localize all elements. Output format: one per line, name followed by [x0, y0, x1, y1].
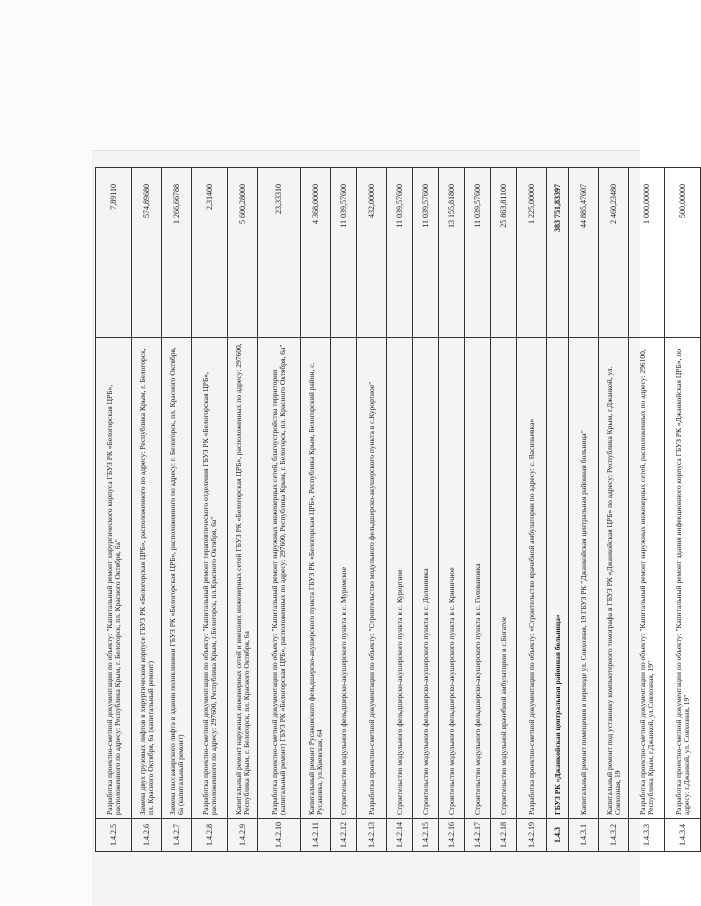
row-amount: 11 039,57600 — [387, 168, 413, 338]
table-row — [439, 168, 465, 852]
table-row — [387, 168, 413, 852]
row-amount: 25 863,81100 — [491, 168, 517, 338]
table-row — [96, 168, 132, 852]
row-amount: 13 155,81800 — [439, 168, 465, 338]
row-description: Строительство модульного фельдшерско-акушерского пункта в с. Криничное — [439, 338, 465, 819]
row-description: Разработка проектно-сметной документации по объекту: "Капитальный ремонт хирургического корпуса ГБУЗ РК «Белогорская ЦРБ», расположенного по адресу: Республика Крым, г. Белогорск, пл. Красного Октября, 6а" — [96, 338, 132, 819]
row-number: 1.4.2.19 — [517, 819, 547, 852]
table-row — [491, 168, 517, 852]
row-number: 1.4.2.9 — [228, 819, 258, 852]
row-description: Разработка проектно-сметной документации по объекту: "Капитальный ремонт наружных инженерных сетей, благоустройства территории (капитальный ремонт) ГБУЗ РК «Белогорская ЦРБ», расположенных по адресу: 297600, Республика Крым, г. Белогорск, пл. Красного Октября, 6а" — [258, 338, 301, 819]
row-description: Разработка проектно-сметной документации по объекту: "Капитальный ремонт наружных инженерных сетей, расположенных по адресу: 296100, Республика Крым, г.Джанкой, ул.Совхозная, 19" — [629, 338, 665, 819]
rotated-table-container — [95, 184, 691, 852]
row-description: Разработка проектно-сметной документации по объекту: «Строительство врачебной амбулатории по адресу: с. Васильевка» — [517, 338, 547, 819]
row-amount: 432,00000 — [357, 168, 387, 338]
row-amount: 4 368,00000 — [301, 168, 331, 338]
row-amount: 1 000,00000 — [629, 168, 665, 338]
row-description: Строительство модульного фельдшерско-акушерского пункта в с. Курортное — [387, 338, 413, 819]
row-number: 1.4.2.10 — [258, 819, 301, 852]
row-amount: 11 039,57600 — [413, 168, 439, 338]
table-row — [465, 168, 491, 852]
row-number: 1.4.2.15 — [413, 819, 439, 852]
row-number: 1.4.3.3 — [629, 819, 665, 852]
row-amount: 383 751,83397 — [547, 168, 569, 338]
table-row — [357, 168, 387, 852]
table-row — [629, 168, 665, 852]
row-description: Замена двух грузовых лифтов в хирургическом корпусе ГБУЗ РК «Белогорская ЦРБ», расположенного по адресу: Республика Крым, г. Белогорск, пл. Красного Октября, 6а (капитальный ремонт) — [132, 338, 162, 819]
table-row — [331, 168, 357, 852]
table-row — [413, 168, 439, 852]
table-row — [517, 168, 547, 852]
row-description: Замена пассажирского лифта в здании поликлиники ГБУЗ РК «Белогорская ЦРБ», расположенного по адресу: г. Белогорск, пл. Красного Октября, 6а (капитальный ремонт) — [162, 338, 192, 819]
row-amount: 11 039,57600 — [465, 168, 491, 338]
row-number: 1.4.3.1 — [569, 819, 599, 852]
row-amount: 2,31400 — [192, 168, 228, 338]
row-description: Капитальный ремонт под установку компьютерного томографа в ГБУЗ РК «Джанкойская ЦРБ» по адресу: Республика Крым, г.Джанкой, ул. Совхозная, 19 — [599, 338, 629, 819]
table-row-section — [547, 168, 569, 852]
row-number: 1.4.2.16 — [439, 819, 465, 852]
row-amount: 574,89680 — [132, 168, 162, 338]
row-description: ГБУЗ РК «Джанкойская центральная районная больница» — [547, 338, 569, 819]
table-row — [599, 168, 629, 852]
row-number: 1.4.2.12 — [331, 819, 357, 852]
row-number: 1.4.2.8 — [192, 819, 228, 852]
row-number: 1.4.2.18 — [491, 819, 517, 852]
row-description: Строительство модульной врачебной амбулатории в с.Богатое — [491, 338, 517, 819]
table-row — [228, 168, 258, 852]
row-amount: 7,89110 — [96, 168, 132, 338]
row-description: Разработка проектно-сметной документации по объекту: "Строительство модульного фельдшерско-акушерского пункта в с.Курортное" — [357, 338, 387, 819]
table-row — [301, 168, 331, 852]
row-amount: 11 039,57600 — [331, 168, 357, 338]
row-amount: 1 225,00000 — [517, 168, 547, 338]
row-number: 1.4.2.6 — [132, 819, 162, 852]
table-row — [569, 168, 599, 852]
row-amount: 5 600,28000 — [228, 168, 258, 338]
table-row — [192, 168, 228, 852]
row-amount: 1 266,66788 — [162, 168, 192, 338]
row-number: 1.4.3.4 — [665, 819, 701, 852]
row-description: Строительство модульного фельдшерско-акушерского пункта в с. Муромское — [331, 338, 357, 819]
table-row — [162, 168, 192, 852]
row-description: Строительство модульного фельдшерско-акушерского пункта в с. Долинивка — [413, 338, 439, 819]
row-description: Капитальный ремонт помещения в переходе ул. Совхозная, 19 ГБУЗ РК "Джанкойская центральная районная больница" — [569, 338, 599, 819]
row-number: 1.4.2.5 — [96, 819, 132, 852]
row-description: Капитальный ремонт Русаковского фельдшерско-акушерского пункта ГБУЗ РК «Белогорская ЦРБ», Республика Крым, Белогорский район, с. Русаковка, ул.Киевская, 64 — [301, 338, 331, 819]
row-amount: 500,00000 — [665, 168, 701, 338]
table-row — [258, 168, 301, 852]
table-row — [132, 168, 162, 852]
row-description: Разработка проектно-сметной документации по объекту: "Капитальный ремонт терапевтического отделения ГБУЗ РК «Белогорская ЦРБ», расположенного по адресу: 297600, Республика Крым, г.Белогорск, пл.Красного Октября, 6а" — [192, 338, 228, 819]
row-amount: 44 885,47607 — [569, 168, 599, 338]
budget-table — [95, 167, 701, 852]
row-number: 1.4.2.7 — [162, 819, 192, 852]
row-description: Капитальный ремонт наружных инженерных сетей и внешних инженерных сетей ГБУЗ РК «Белогорская ЦРБ», расположенных по адресу: 297600, Республика Крым, г. Белогорск, пл. Красного Октября, 6а — [228, 338, 258, 819]
row-number: 1.4.2.14 — [387, 819, 413, 852]
row-description: Строительство модульного фельдшерско-акушерского пункта в с. Головановка — [465, 338, 491, 819]
row-number: 1.4.2.17 — [465, 819, 491, 852]
row-number: 1.4.3.2 — [599, 819, 629, 852]
row-amount: 2 460,23480 — [599, 168, 629, 338]
row-number: 1.4.3 — [547, 819, 569, 852]
row-amount: 23,33310 — [258, 168, 301, 338]
budget-table-body — [96, 168, 701, 852]
row-number: 1.4.2.13 — [357, 819, 387, 852]
table-row — [665, 168, 701, 852]
row-number: 1.4.2.11 — [301, 819, 331, 852]
row-description: Разработка проектно-сметной документации по объекту: "Капитальный ремонт здания инфекционного корпуса ГБУЗ РК «Джанкойская ЦРБ», по адресу: г.Джанкой, ул. Совхозная, 19" — [665, 338, 701, 819]
